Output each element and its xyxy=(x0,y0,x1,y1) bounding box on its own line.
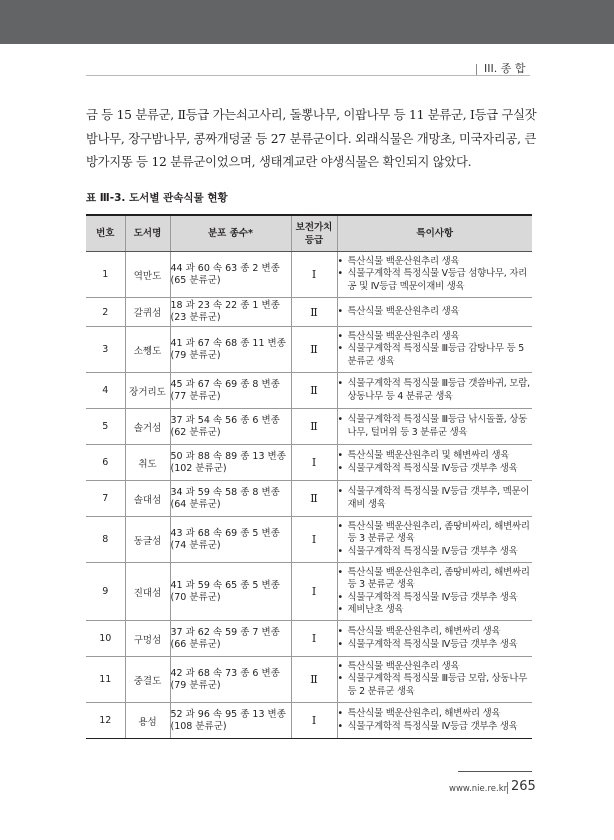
cell-notes xyxy=(337,409,532,445)
distribution-counts: 45 과 67 속 69 종 8 변종 xyxy=(170,378,280,390)
cell-island: 역만도 xyxy=(125,252,170,298)
cell-notes xyxy=(337,298,532,327)
cell-island: 동글섬 xyxy=(125,517,170,563)
distribution-taxa: (77 분류군) xyxy=(170,390,221,402)
cell-number: 8 xyxy=(86,517,125,563)
cell-number: 12 xyxy=(86,703,125,739)
cell-number: 2 xyxy=(86,298,125,327)
header-grade-line2: 등급 xyxy=(304,234,324,246)
cell-distribution xyxy=(170,517,291,563)
cell-notes xyxy=(337,327,532,373)
distribution-taxa: (23 분류군) xyxy=(170,312,221,323)
cell-distribution xyxy=(170,657,291,703)
note-item: • 식물구계학적 특정식물 Ⅲ등급 감탕나무 등 5 분류군 생육 xyxy=(338,343,533,368)
cell-notes xyxy=(337,657,532,703)
cell-grade: Ⅱ xyxy=(291,373,337,409)
note-item: • 식물구계학적 특정식물 Ⅳ등급 갯부추 생육 xyxy=(338,721,533,734)
distribution-taxa: (70 분류군) xyxy=(170,591,221,603)
cell-notes xyxy=(337,445,532,481)
cell-number: 1 xyxy=(86,252,125,298)
note-item: • 식물구계학적 특정식물 Ⅲ등급 낚시돌풀, 상동나무, 털머위 등 3 분류군 생육 xyxy=(338,414,533,439)
body-line: 금 등 15 분류군, Ⅱ등급 가는쇠고사리, 돌뽕나무, 이팝나무 등 11 분류군, Ⅰ등급 구실잣 xyxy=(86,108,537,122)
body-paragraph xyxy=(86,104,537,175)
table-caption: 표 Ⅲ-3. 도서별 관속식물 현황 xyxy=(86,192,228,204)
cell-notes xyxy=(337,373,532,409)
cell-distribution xyxy=(170,445,291,481)
distribution-counts: 50 과 88 속 89 종 13 변종 xyxy=(170,450,286,462)
note-item: • 특산식물 백운산원추리, 해변싸리 생육 xyxy=(338,708,533,721)
cell-notes xyxy=(337,563,532,621)
distribution-counts: 43 과 68 속 69 종 5 변종 xyxy=(170,527,280,539)
notes-list xyxy=(338,450,533,475)
cell-grade: Ⅰ xyxy=(291,563,337,621)
note-item: • 식물구계학적 특정식물 Ⅳ등급 갯부추 생육 xyxy=(338,639,533,652)
table-row xyxy=(86,703,532,739)
cell-distribution xyxy=(170,409,291,445)
notes-list xyxy=(338,256,533,294)
cell-island: 솔거섬 xyxy=(125,409,170,445)
distribution-taxa: (108 분류군) xyxy=(170,720,227,732)
note-item: • 식물구계학적 특정식물 Ⅳ등급 갯부추, 멕문이재비 생육 xyxy=(338,486,533,511)
cell-number: 10 xyxy=(86,621,125,657)
cell-distribution xyxy=(170,703,291,739)
table-row xyxy=(86,373,532,409)
cell-distribution xyxy=(170,481,291,517)
cell-number: 4 xyxy=(86,373,125,409)
cell-island: 용섬 xyxy=(125,703,170,739)
cell-distribution xyxy=(170,298,291,327)
cell-island: 취도 xyxy=(125,445,170,481)
distribution-counts: 52 과 96 속 95 종 13 변종 xyxy=(170,708,286,720)
note-item: • 특산식물 백운산원추리, 좀땅비싸리, 해변싸리 등 3 분류군 생육 xyxy=(338,521,533,546)
cell-grade: Ⅱ xyxy=(291,327,337,373)
table-row xyxy=(86,657,532,703)
cell-number: 6 xyxy=(86,445,125,481)
note-item: • 특산식물 백운산원추리 생육 xyxy=(338,661,533,674)
note-item: • 식물구계학적 특정식물 Ⅴ등급 섬향나무, 자리공 및 Ⅳ등급 멕문이재비 생육 xyxy=(338,268,533,293)
cell-distribution xyxy=(170,252,291,298)
cell-notes xyxy=(337,703,532,739)
distribution-taxa: (102 분류군) xyxy=(170,462,227,474)
footer-url: www.nie.re.kr xyxy=(449,784,508,794)
table-row xyxy=(86,298,532,327)
header-distribution: 분포 종수* xyxy=(170,215,291,252)
cell-distribution xyxy=(170,373,291,409)
table-row xyxy=(86,621,532,657)
distribution-counts: 18 과 23 속 22 종 1 변종 xyxy=(170,300,280,311)
table-body xyxy=(86,252,532,739)
section-label: III. 종 합 xyxy=(484,62,526,75)
notes-list xyxy=(338,661,533,699)
notes-list xyxy=(338,414,533,439)
cell-grade: Ⅰ xyxy=(291,517,337,563)
footer-rule xyxy=(458,771,532,772)
header-number: 번호 xyxy=(86,215,125,252)
cell-number: 5 xyxy=(86,409,125,445)
cell-notes xyxy=(337,481,532,517)
distribution-counts: 41 과 67 속 68 종 11 변종 xyxy=(170,337,286,349)
distribution-taxa: (66 분류군) xyxy=(170,638,221,650)
note-item: • 특산식물 백운산원추리 생육 xyxy=(338,306,533,319)
cell-island: 장거리도 xyxy=(125,373,170,409)
header-rule xyxy=(86,75,530,76)
cell-grade: Ⅱ xyxy=(291,657,337,703)
body-line: 밤나무, 장구밤나무, 콩짜개덩굴 등 27 분류군이다. 외래식물은 개망초, 미국자리공, 큰 xyxy=(86,131,537,146)
notes-list xyxy=(338,486,533,511)
notes-list xyxy=(338,378,533,403)
cell-notes xyxy=(337,517,532,563)
header-island: 도서명 xyxy=(125,215,170,252)
notes-list xyxy=(338,521,533,559)
note-item: • 특산식물 백운산원추리 생육 xyxy=(338,256,533,269)
note-item: • 식물구계학적 특정식물 Ⅲ등급 모람, 상동나무 등 2 분류군 생육 xyxy=(338,673,533,698)
table-row xyxy=(86,517,532,563)
table-row xyxy=(86,481,532,517)
table-row xyxy=(86,327,532,373)
cell-island: 진대섬 xyxy=(125,563,170,621)
note-item: • 특산식물 백운산원추리, 좀땅비싸리, 해변싸리 등 3 분류군 생육 xyxy=(338,567,533,592)
cell-distribution xyxy=(170,621,291,657)
distribution-taxa: (74 분류군) xyxy=(170,539,221,551)
body-line: 방가지똥 등 12 분류군이었으며, 생태계교란 야생식물은 확인되지 않았다. xyxy=(86,155,472,169)
cell-notes xyxy=(337,252,532,298)
distribution-taxa: (62 분류군) xyxy=(170,426,221,438)
cell-grade: Ⅰ xyxy=(291,252,337,298)
notes-list xyxy=(338,708,533,733)
cell-grade: Ⅱ xyxy=(291,409,337,445)
distribution-counts: 41 과 59 속 65 종 5 변종 xyxy=(170,579,280,591)
note-item: • 특산식물 백운산원추리 및 해변싸리 생육 xyxy=(338,450,533,463)
cell-number: 7 xyxy=(86,481,125,517)
cell-number: 3 xyxy=(86,327,125,373)
table-row xyxy=(86,563,532,621)
header-grade-line1: 보전가치 xyxy=(295,221,333,233)
footer-separator xyxy=(507,782,508,794)
cell-grade: Ⅰ xyxy=(291,445,337,481)
table-row xyxy=(86,445,532,481)
note-item: • 특산식물 백운산원추리 생육 xyxy=(338,331,533,344)
table-row xyxy=(86,409,532,445)
distribution-taxa: (65 분류군) xyxy=(170,274,221,286)
notes-list xyxy=(338,567,533,617)
header-grade xyxy=(291,215,337,252)
cell-island: 갈퀴섬 xyxy=(125,298,170,327)
cell-distribution xyxy=(170,563,291,621)
note-item: • 제비난초 생육 xyxy=(338,604,533,617)
cell-island: 솔대섬 xyxy=(125,481,170,517)
distribution-taxa: (79 분류군) xyxy=(170,349,221,361)
distribution-counts: 37 과 54 속 56 종 6 변종 xyxy=(170,414,280,426)
notes-list xyxy=(338,331,533,369)
top-header-bar xyxy=(0,0,614,44)
cell-number: 11 xyxy=(86,657,125,703)
note-item: • 식물구계학적 특정식물 Ⅳ등급 갯부추 생육 xyxy=(338,592,533,605)
cell-island: 구멍섬 xyxy=(125,621,170,657)
cell-grade: Ⅰ xyxy=(291,703,337,739)
table-row xyxy=(86,252,532,298)
cell-island: 중결도 xyxy=(125,657,170,703)
cell-island: 소쩽도 xyxy=(125,327,170,373)
cell-number: 9 xyxy=(86,563,125,621)
cell-notes xyxy=(337,621,532,657)
distribution-counts: 42 과 68 속 73 종 6 변종 xyxy=(170,667,280,679)
cell-grade: Ⅱ xyxy=(291,298,337,327)
table-header-row xyxy=(86,215,532,252)
page-number: 265 xyxy=(511,779,536,794)
header-notes: 특이사항 xyxy=(337,215,532,252)
distribution-counts: 44 과 60 속 63 종 2 변종 xyxy=(170,262,280,274)
cell-grade: Ⅰ xyxy=(291,621,337,657)
note-item: • 식물구계학적 특정식물 Ⅳ등급 갯부추 생육 xyxy=(338,463,533,476)
distribution-taxa: (79 분류군) xyxy=(170,679,221,691)
distribution-taxa: (64 분류군) xyxy=(170,498,221,510)
notes-list xyxy=(338,626,533,651)
notes-list xyxy=(338,306,533,319)
cell-distribution xyxy=(170,327,291,373)
note-item: • 식물구계학적 특정식물 Ⅲ등급 갯씀바귀, 모람, 상동나무 등 4 분류군 생육 xyxy=(338,378,533,403)
note-item: • 식물구계학적 특정식물 Ⅳ등급 갯부추 생육 xyxy=(338,546,533,559)
cell-grade: Ⅱ xyxy=(291,481,337,517)
vascular-plant-table xyxy=(86,214,532,739)
distribution-counts: 37 과 62 속 59 종 7 변종 xyxy=(170,626,280,638)
note-item: • 특산식물 백운산원추리, 해변싸리 생육 xyxy=(338,626,533,639)
distribution-counts: 34 과 59 속 58 종 8 변종 xyxy=(170,486,280,498)
